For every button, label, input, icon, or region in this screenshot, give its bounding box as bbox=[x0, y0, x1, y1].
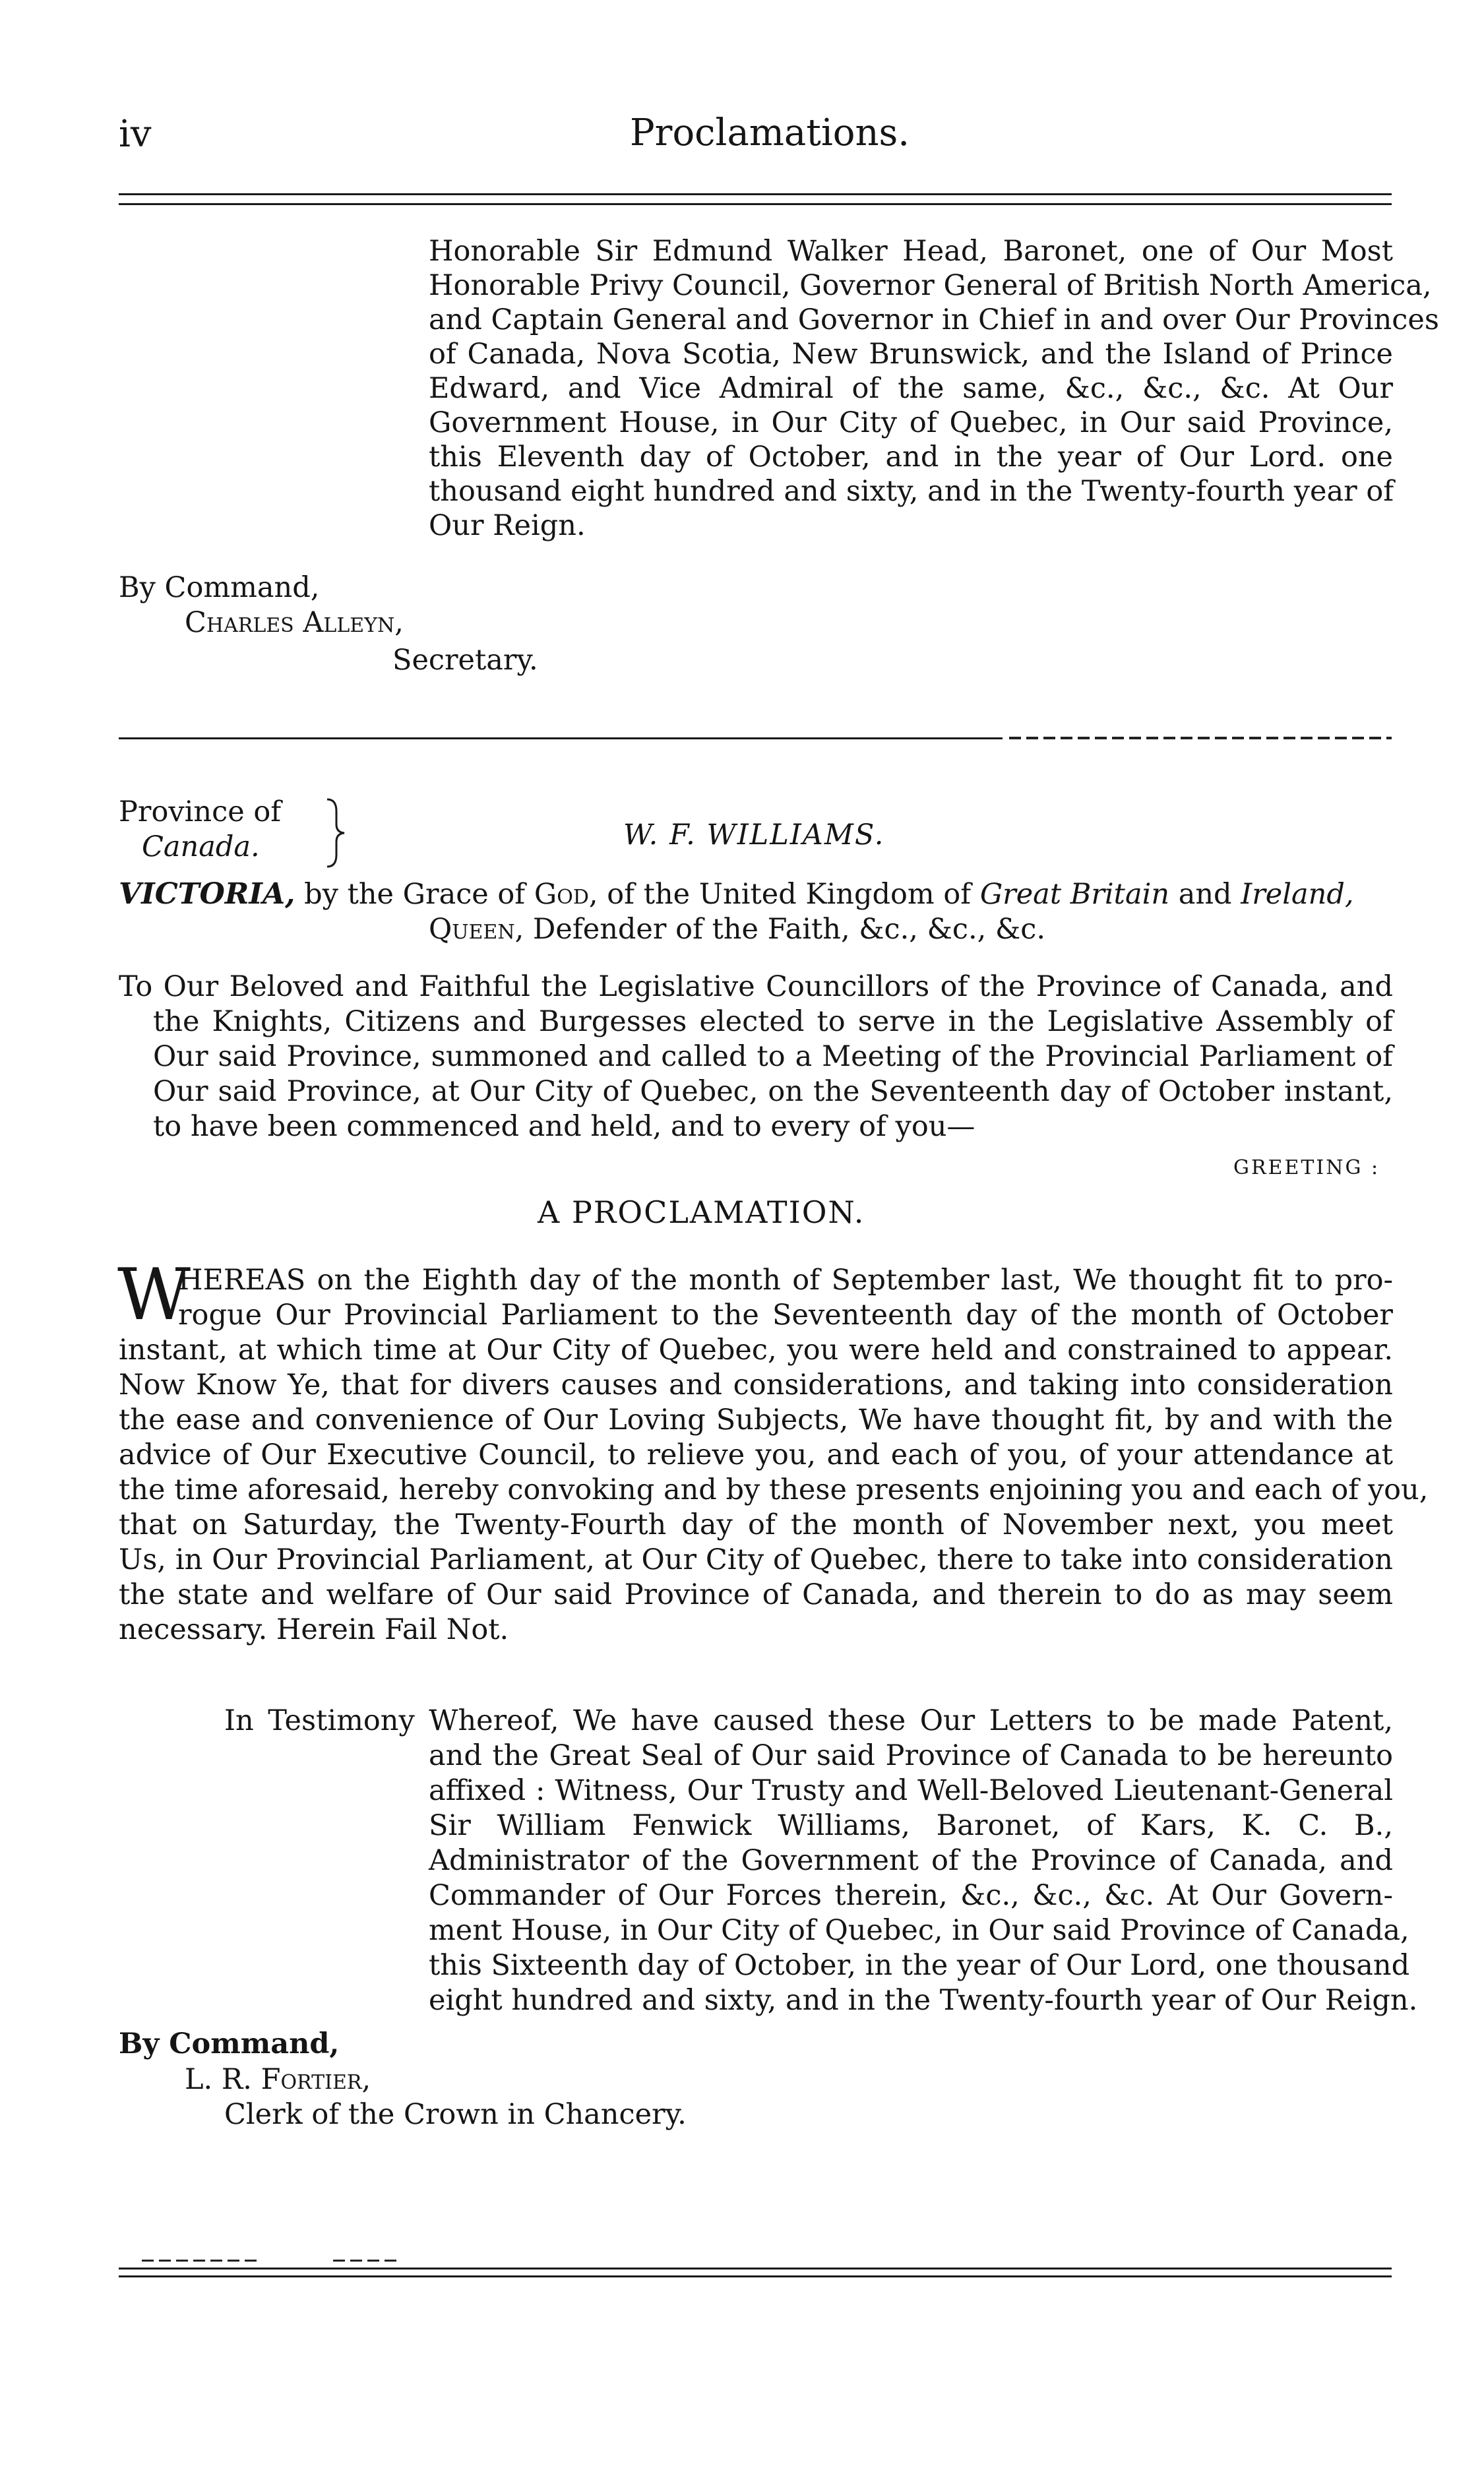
text-line: thousand eight hundred and sixty, and in the Twenty-fourth year of bbox=[429, 475, 1394, 508]
great-britain: Great Britain bbox=[979, 878, 1170, 911]
body-line: rogue Our Provincial Parliament to the Seventeenth day of the month of October bbox=[178, 1299, 1393, 1332]
victoria-text: and bbox=[1169, 878, 1241, 911]
first-block-text bbox=[429, 234, 1439, 543]
signatory-title-2: Clerk of the Crown in Chancery. bbox=[224, 2098, 687, 2131]
governor-signature: W. F. WILLIAMS. bbox=[623, 818, 885, 851]
address-line: Our said Province, at Our City of Quebec, on the Seventeenth day of October instant, bbox=[153, 1075, 1393, 1108]
signatory-2: L. R. Fortier, bbox=[185, 2063, 371, 2096]
brace-icon bbox=[323, 797, 350, 869]
province-name: Canada. bbox=[142, 830, 260, 863]
province-label: Province of bbox=[119, 795, 282, 828]
text-line: and Captain General and Governor in Chief in and over Our Provinces bbox=[429, 303, 1439, 336]
text-line: Government House, in Our City of Quebec, in Our said Province, bbox=[429, 406, 1393, 439]
text-line: Honorable Sir Edmund Walker Head, Baronet, one of Our Most bbox=[429, 235, 1393, 268]
by-command-2: By Command, bbox=[119, 2027, 340, 2060]
body-line: Now Know Ye, that for divers causes and considerations, and taking into consideration bbox=[119, 1369, 1393, 1402]
address-line: To Our Beloved and Faithful the Legislative Councillors of the Province of Canada, and bbox=[119, 970, 1393, 1003]
dropcap: W bbox=[117, 1254, 191, 1336]
running-title: Proclamations. bbox=[630, 111, 910, 154]
testimony-line: In Testimony Whereof, We have caused these Our Letters to be made Patent, bbox=[224, 1704, 1393, 1737]
header-rule-top bbox=[119, 193, 1392, 195]
section-divider bbox=[119, 737, 1003, 739]
header-rule-bottom bbox=[119, 203, 1392, 205]
testimony-line: Administrator of the Government of the Province of Canada, and bbox=[429, 1844, 1393, 1877]
address-line: Our said Province, summoned and called to a Meeting of the Provincial Parliament of bbox=[153, 1040, 1393, 1073]
body-line: advice of Our Executive Council, to relieve you, and each of you, of your attendance at bbox=[119, 1438, 1393, 1471]
body-line: necessary. Herein Fail Not. bbox=[119, 1613, 509, 1646]
address-line: to have been commenced and held, and to every of you— bbox=[153, 1110, 975, 1143]
queen-rest: , Defender of the Faith, &c., &c., &c. bbox=[514, 913, 1046, 946]
victoria-text: , of the United Kingdom of bbox=[588, 878, 980, 911]
text-line: Honorable Privy Council, Governor General of British North America, bbox=[429, 269, 1432, 302]
victoria-text: by the Grace of bbox=[295, 878, 534, 911]
queen-line bbox=[429, 912, 1045, 946]
footer-dashes bbox=[142, 2260, 261, 2262]
testimony-line: this Sixteenth day of October, in the year of Our Lord, one thousand bbox=[429, 1949, 1410, 1982]
proclamation-heading: A PROCLAMATION. bbox=[538, 1194, 865, 1230]
victoria-line bbox=[119, 877, 1354, 911]
ireland: Ireland, bbox=[1241, 878, 1354, 911]
footer-dashes bbox=[333, 2260, 399, 2262]
body-line: Us, in Our Provincial Parliament, at Our City of Quebec, there to take into consideration bbox=[119, 1543, 1393, 1576]
testimony-line: Sir William Fenwick Williams, Baronet, of Kars, K. C. B., bbox=[429, 1809, 1393, 1842]
body-line: HEREAS on the Eighth day of the month of September last, We thought fit to pro- bbox=[178, 1264, 1393, 1297]
god-word: God bbox=[534, 878, 589, 911]
body-line: the ease and convenience of Our Loving Subjects, We have thought fit, by and with the bbox=[119, 1404, 1393, 1436]
testimony-line: eight hundred and sixty, and in the Twenty-fourth year of Our Reign. bbox=[429, 1984, 1418, 2017]
section-divider-dashes bbox=[1009, 737, 1392, 739]
victoria-name: VICTORIA, bbox=[119, 877, 295, 911]
page-number: iv bbox=[119, 113, 152, 156]
footer-rule-top bbox=[119, 2268, 1392, 2269]
body-line: instant, at which time at Our City of Quebec, you were held and constrained to appear. bbox=[119, 1334, 1393, 1367]
text-line: of Canada, Nova Scotia, New Brunswick, and the Island of Prince bbox=[429, 338, 1393, 371]
text-line: Our Reign. bbox=[429, 509, 586, 542]
testimony-line: and the Great Seal of Our said Province of Canada to be hereunto bbox=[429, 1739, 1393, 1772]
text-line: this Eleventh day of October, and in the year of Our Lord. one bbox=[429, 441, 1393, 474]
body-line: that on Saturday, the Twenty-Fourth day of the month of November next, you meet bbox=[119, 1508, 1393, 1541]
text-line: Edward, and Vice Admiral of the same, &c., &c., &c. At Our bbox=[429, 372, 1393, 405]
testimony-line: ment House, in Our City of Quebec, in Our said Province of Canada, bbox=[429, 1914, 1409, 1947]
footer-rule-bottom bbox=[119, 2275, 1392, 2277]
signatory-title-1: Secretary. bbox=[392, 644, 538, 677]
body-line: the state and welfare of Our said Province of Canada, and therein to do as may seem bbox=[119, 1578, 1393, 1611]
queen-word: Queen bbox=[429, 913, 515, 946]
greeting: GREETING : bbox=[1233, 1156, 1380, 1179]
body-line: the time aforesaid, hereby convoking and by these presents enjoining you and each of you, bbox=[119, 1473, 1429, 1506]
testimony-line: affixed : Witness, Our Trusty and Well-Beloved Lieutenant-General bbox=[429, 1774, 1393, 1807]
signatory-1: Charles Alleyn, bbox=[185, 606, 404, 639]
address-line: the Knights, Citizens and Burgesses elected to serve in the Legislative Assembly of bbox=[153, 1005, 1393, 1038]
by-command-1: By Command, bbox=[119, 571, 320, 604]
testimony-line: Commander of Our Forces therein, &c., &c., &c. At Our Govern- bbox=[429, 1879, 1393, 1912]
